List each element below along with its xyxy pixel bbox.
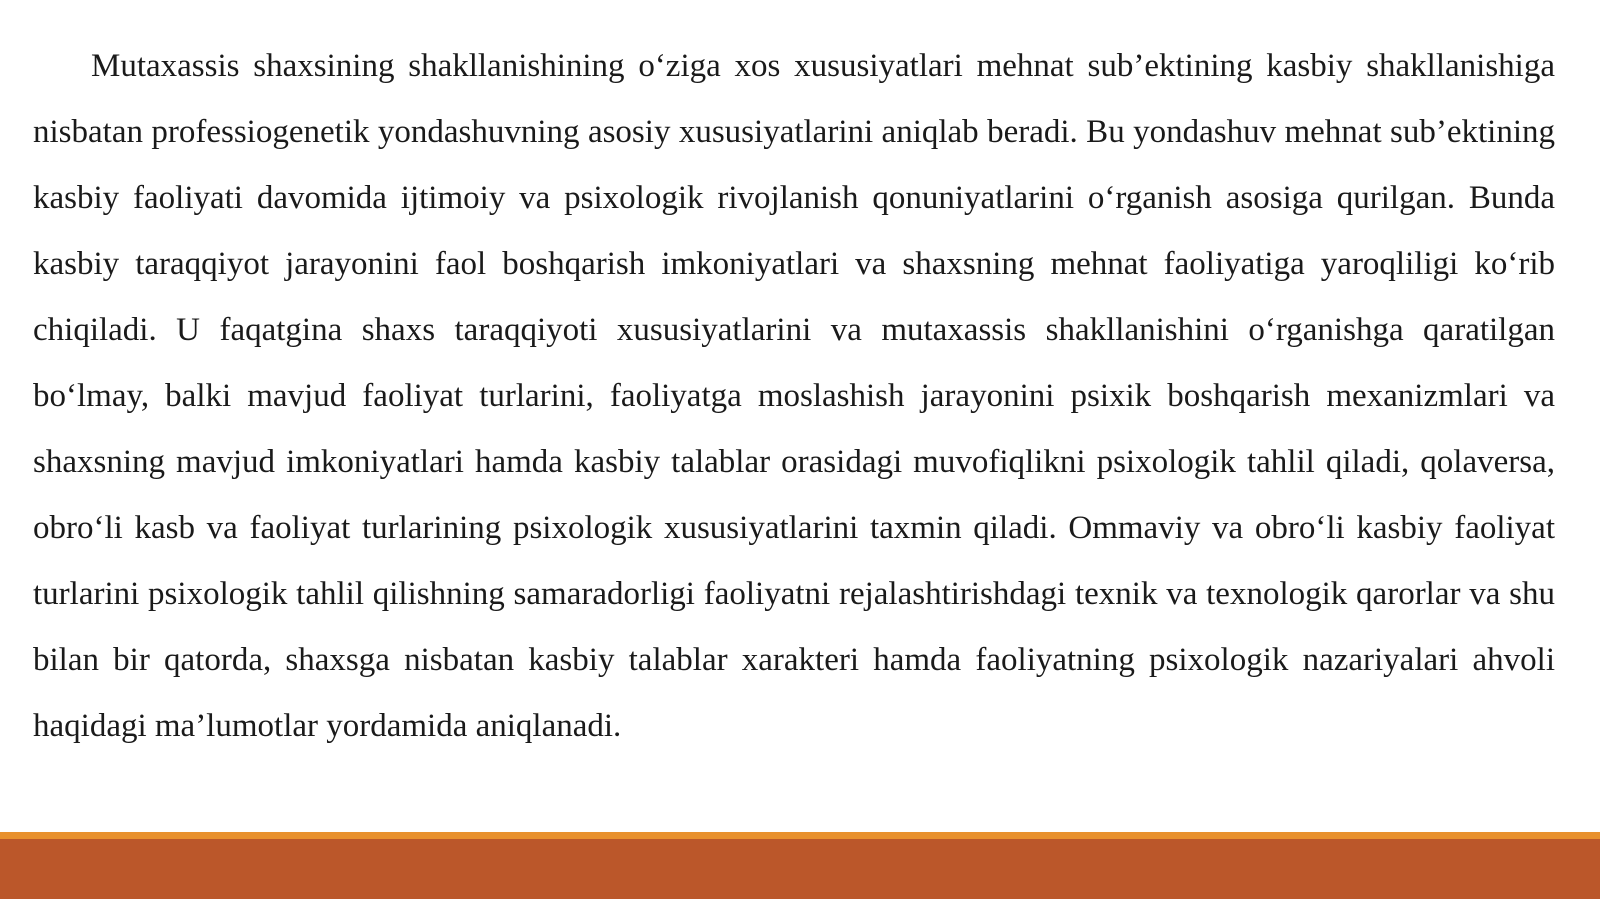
- footer-band: [0, 832, 1600, 899]
- body-paragraph: Mutaxassis shaxsining shakllanishining o‘ziga xos xususiyatlari mehnat sub’ektining kasbiy shakllanishiga nisbatan professiogenetik yondashuvning asosiy xususiyatlarini aniqlab beradi. Bu yondashuv mehnat sub’ektining kasbiy faoliyati davomida ijtimoiy va psixologik rivojlanish qonuniyatlarini o‘rganish asosiga qurilgan. Bunda kasbiy taraqqiyot jarayonini faol boshqarish imkoniyatlari va shaxsning mehnat faoliyatiga yaroqliligi ko‘rib chiqiladi. U faqatgina shaxs taraqqiyoti xususiyatlarini va mutaxassis shakllanishini o‘rganishga qaratilgan bo‘lmay, balki mavjud faoliyat turlarini, faoliyatga moslashish jarayonini psixik boshqarish mexanizmlari va shaxsning mavjud imkoniyatlari hamda kasbiy talablar orasidagi muvofiqlikni psixologik tahlil qiladi, qolaversa, obro‘li kasb va faoliyat turlarining psixologik xususiyatlarini taxmin qiladi. Ommaviy va obro‘li kasbiy faoliyat turlarini psixologik tahlil qilishning samaradorligi faoliyatni rejalashtirishdagi texnik va texnologik qarorlar va shu bilan bir qatorda, shaxsga nisbatan kasbiy talablar xarakteri hamda faoliyatning psixologik nazariyalari ahvoli haqidagi ma’lumotlar yordamida aniqlanadi.: [33, 48, 1555, 744]
- footer-accent-stripe: [0, 832, 1600, 839]
- footer-bar: [0, 839, 1600, 899]
